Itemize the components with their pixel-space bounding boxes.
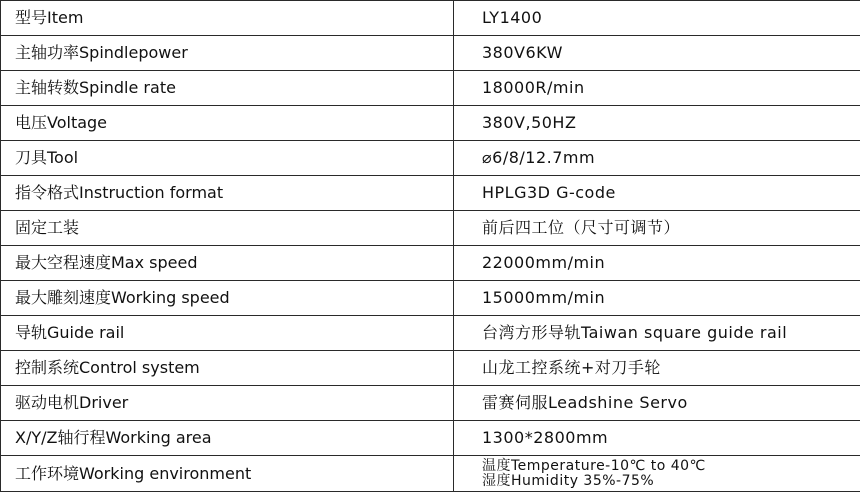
row-value: HPLG3D G-code — [454, 176, 860, 211]
row-label: 固定工装 — [1, 211, 454, 246]
table-row — [1, 421, 860, 456]
row-label: 指令格式Instruction format — [1, 176, 454, 211]
row-value: 1300*2800mm — [454, 421, 860, 456]
table-row — [1, 36, 860, 71]
row-label: X/Y/Z轴行程Working area — [1, 421, 454, 456]
row-value: 380V,50HZ — [454, 106, 860, 141]
table-row — [1, 141, 860, 176]
table-row — [1, 71, 860, 106]
row-label: 最大空程速度Max speed — [1, 246, 454, 281]
row-label: 型号Item — [1, 1, 454, 36]
table-row — [1, 246, 860, 281]
row-value: 山龙工控系统+对刀手轮 — [454, 351, 860, 386]
row-value: 18000R/min — [454, 71, 860, 106]
row-value: 22000mm/min — [454, 246, 860, 281]
temperature-range: 温度Temperature-10℃ to 40℃ — [482, 459, 860, 474]
row-label: 工作环境Working environment — [1, 456, 454, 492]
row-label: 控制系统Control system — [1, 351, 454, 386]
row-value: 15000mm/min — [454, 281, 860, 316]
row-value: LY1400 — [454, 1, 860, 36]
row-value — [454, 456, 860, 492]
table-row — [1, 1, 860, 36]
table-row — [1, 316, 860, 351]
table-row — [1, 106, 860, 141]
row-label: 主轴功率Spindlepower — [1, 36, 454, 71]
row-label: 主轴转数Spindle rate — [1, 71, 454, 106]
row-label: 最大雕刻速度Working speed — [1, 281, 454, 316]
row-value: ⌀6/8/12.7mm — [454, 141, 860, 176]
row-value: 雷赛伺服Leadshine Servo — [454, 386, 860, 421]
table-row — [1, 176, 860, 211]
table-row — [1, 211, 860, 246]
row-value: 380V6KW — [454, 36, 860, 71]
table-row — [1, 386, 860, 421]
table-row — [1, 351, 860, 386]
table-row — [1, 456, 860, 492]
row-label: 导轨Guide rail — [1, 316, 454, 351]
table-row — [1, 281, 860, 316]
humidity-range: 湿度Humidity 35%-75% — [482, 474, 860, 489]
row-label: 刀具Tool — [1, 141, 454, 176]
row-value: 前后四工位（尺寸可调节） — [454, 211, 860, 246]
row-label: 驱动电机Driver — [1, 386, 454, 421]
row-value: 台湾方形导轨Taiwan square guide rail — [454, 316, 860, 351]
row-label: 电压Voltage — [1, 106, 454, 141]
